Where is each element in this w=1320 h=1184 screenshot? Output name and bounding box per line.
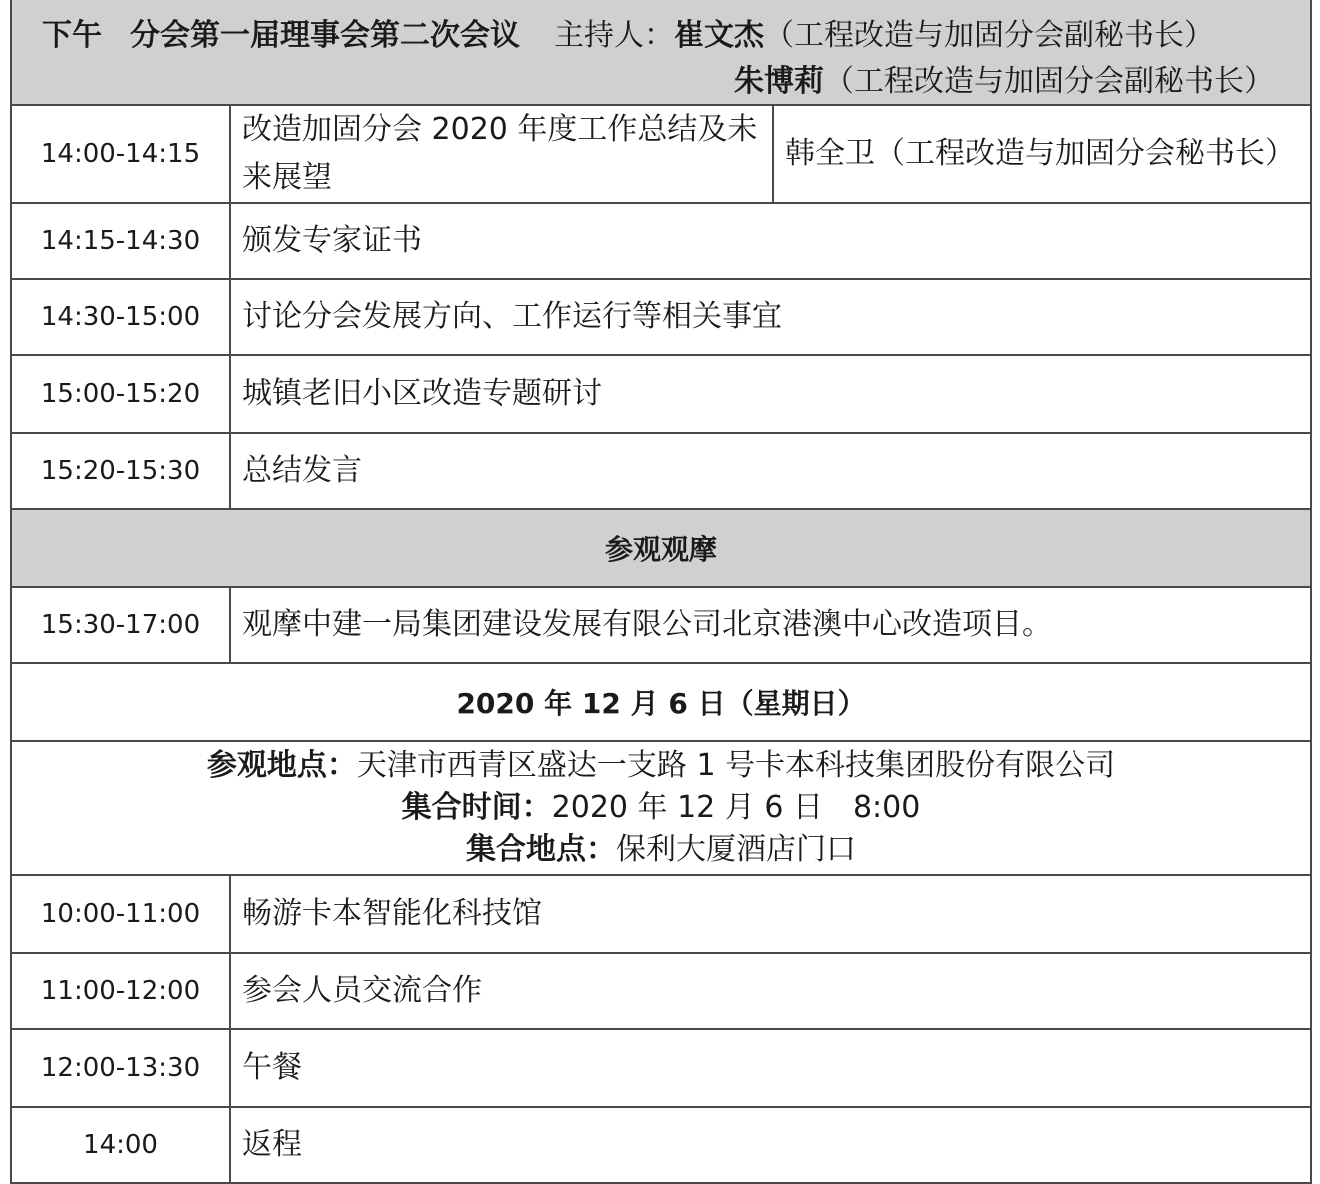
visit-place-line [12,745,1310,787]
time-cell: 14:00-14:15 [11,105,230,203]
time-cell: 14:00 [11,1107,230,1183]
schedule-row [11,279,1311,355]
schedule-row [11,953,1311,1029]
gather-place-line [12,829,1310,871]
activity-cell: 观摩中建一局集团建设发展有限公司北京港澳中心改造项目。 [230,587,1311,663]
gather-place-value: 保利大厦酒店门口 [616,832,857,867]
activity-cell: 畅游卡本智能化科技馆 [230,875,1311,953]
time-cell: 10:00-11:00 [11,875,230,953]
host-label: 主持人： [554,18,674,53]
time-cell: 15:20-15:30 [11,433,230,509]
gather-time-line [12,787,1310,829]
visit-place-label: 参观地点： [206,748,357,783]
time-cell: 15:00-15:20 [11,355,230,433]
section-title-row [11,509,1311,587]
period-label: 下午 [42,18,102,53]
host1-name: 崔文杰 [674,18,764,53]
schedule-row [11,433,1311,509]
gather-time-label: 集合时间： [401,790,552,825]
session-title: 分会第一届理事会第二次会议 [130,18,520,53]
activity-cell: 讨论分会发展方向、工作运行等相关事宜 [230,279,1311,355]
session-header-cell [11,0,1311,105]
visit-section-title: 参观观摩 [11,509,1311,587]
time-cell: 14:30-15:00 [11,279,230,355]
host2-role: （工程改造与加固分会副秘书长） [824,64,1275,99]
time-cell: 11:00-12:00 [11,953,230,1029]
activity-cell: 改造加固分会 2020 年度工作总结及未来展望 [230,105,773,203]
gather-time-value: 2020 年 12 月 6 日 8:00 [551,790,921,825]
schedule-row [11,875,1311,953]
date-title-row [11,663,1311,741]
time-cell: 14:15-14:30 [11,203,230,279]
session-header-line-1 [42,10,1214,54]
schedule-table [10,0,1312,1184]
activity-cell: 城镇老旧小区改造专题研讨 [230,355,1311,433]
activity-cell: 参会人员交流合作 [230,953,1311,1029]
gathering-info-cell [11,741,1311,875]
day2-date-title: 2020 年 12 月 6 日（星期日） [11,663,1311,741]
session-header-row [11,0,1311,105]
schedule-row [11,355,1311,433]
schedule-row [11,1029,1311,1107]
activity-cell: 午餐 [230,1029,1311,1107]
schedule-row [11,105,1311,203]
gather-place-label: 集合地点： [466,832,617,867]
host1-role: （工程改造与加固分会副秘书长） [764,18,1214,53]
gathering-info-row [11,741,1311,875]
host2-name: 朱博莉 [734,64,825,99]
activity-cell: 返程 [230,1107,1311,1183]
time-cell: 12:00-13:30 [11,1029,230,1107]
activity-cell: 颁发专家证书 [230,203,1311,279]
schedule-row [11,203,1311,279]
visit-place-value: 天津市西青区盛达一支路 1 号卡本科技集团股份有限公司 [356,748,1116,783]
speaker-cell: 韩全卫（工程改造与加固分会秘书长） [773,105,1311,203]
session-header-line-2 [734,56,1274,100]
time-cell: 15:30-17:00 [11,587,230,663]
schedule-row [11,587,1311,663]
schedule-row [11,1107,1311,1183]
activity-cell: 总结发言 [230,433,1311,509]
